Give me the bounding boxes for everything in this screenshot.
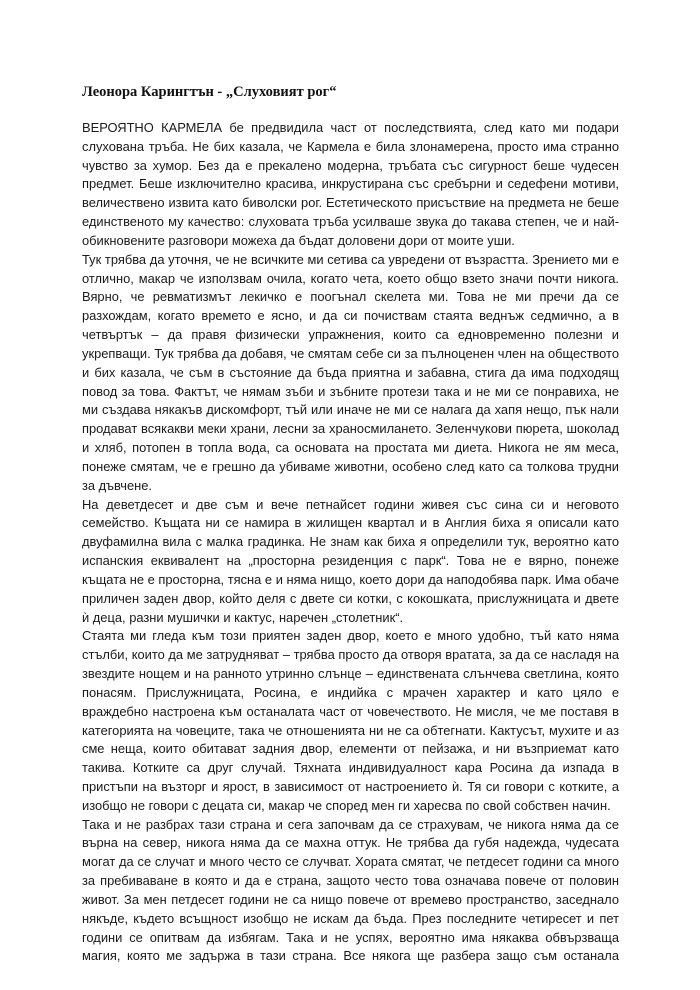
paragraph: На деветдесет и две съм и вече петнайсет години живея със сина си и неговото семейство. Къщата ни се намира в жилищен квартал и в Англия биха я описали като двуфамилна вила с малка градинка. Не знам как биха я определили тук, вероятно като испанския еквивалент на „просторна резиденция с парк“. Това не е вярно, понеже къщата не е просторна, тясна е и няма нищо, което дори да наподобява парк. Има обаче приличен заден двор, който деля с двете си котки, с кокошката, прислужницата и двете ѝ деца, разни мушички и кактус, наречен „столетник“. — [82, 496, 619, 625]
paragraph: Така и не разбрах тази страна и сега започвам да се страхувам, че никога няма да се върна на север, никога няма да се махна оттук. Не трябва да губя надежда, чудесата могат да се случат и много често се случват. Хората смятат, че петдесет години са много за пребиваване в която и да е страна, защото често това означава повече от половин живот. За мен петдесет години не са нищо повече от времево пространство, заседнало някъде, където всъщност изобщо не искам да бъда. През последните четиресет и пет години се опитвам да избягам. Така и не успях, вероятно има някаква обвързваща магия, която ме задържа в тази страна. Все някога ще разбера защо съм останала — [82, 816, 619, 964]
paragraph: Стаята ми гледа към този приятен заден двор, което е много удобно, тъй като няма стълби, които да ме затрудняват – трябва просто да отворя вратата, за да се насладя на звездите нощем и на ранното утринно слънце – единствената слънчева светлина, която понасям. Прислужницата, Росина, е индийка с мрачен характер и като цяло е враждебно настроена към останалата част от човечеството. Не мисля, че ме поставя в категорията на човеците, така че отношенията ни не са обтегнати. Кактусът, мухите и аз сме неща, които обитават задния двор, елементи от пейзажа, и ни възприемат като такива. Котките са друг случай. Тяхната индивидуалност кара Росина да изпада в пристъпи на възторг и ярост, в зависимост от настроението ѝ. Тя си говори с котките, а изобщо не говори с децата си, макар че според мен ги харесва по свой собствен начин. — [82, 628, 619, 813]
document-title: Леонора Карингтън - „Слуховият рог“ — [82, 84, 337, 100]
paragraph: ВЕРОЯТНО КАРМЕЛА бе предвидила част от последствията, след като ми подари слухована тръба. Не бих казала, че Кармела е била злонамерена, просто има странно чувство за хумор. Без да е прекалено модерна, тръбата със сигурност беше чудесен предмет. Беше изключително красива, инкрустирана със сребърни и седефени мотиви, величествено извита като биволски рог. Естетическото присъствие на предмета не беше единственото му качество: слуховата тръба усилваше звука до такава степен, че и най-обикновените разговори можеха да бъдат доловени дори от моите уши. — [82, 120, 619, 248]
document-body — [82, 119, 619, 966]
paragraph: Тук трябва да уточня, че не всичките ми сетива са увредени от възрастта. Зрението ми е отлично, макар че използвам очила, когато чета, което общо взето значи почти никога. Вярно, че ревматизмът лекичко е поогънал скелета ми. Това не ми пречи да се разхождам, когато времето е ясно, и да си почиствам стаята веднъж седмично, а в четвъртък – да правя физически упражнения, които са едновременно полезни и укрепващи. Тук трябва да добавя, че смятам себе си за пълноценен член на обществото и бих казала, че съм в състояние да бъда приятна и забавна, стига да има подходящ повод за това. Фактът, че нямам зъби и зъбните протези така и не ми се понравиха, не ми създава някакъв дискомфорт, тъй или иначе не ми се налага да хапя нещо, пък нали продават всякакви меки храни, лесни за храносмилането. Зеленчукови пюрета, шоколад и хляб, потопен в топла вода, са основата на простата ми диета. Никога не ям меса, понеже смятам, че е грешно да убиваме животни, особено след като са толкова трудни за дъвчене. — [82, 251, 619, 493]
